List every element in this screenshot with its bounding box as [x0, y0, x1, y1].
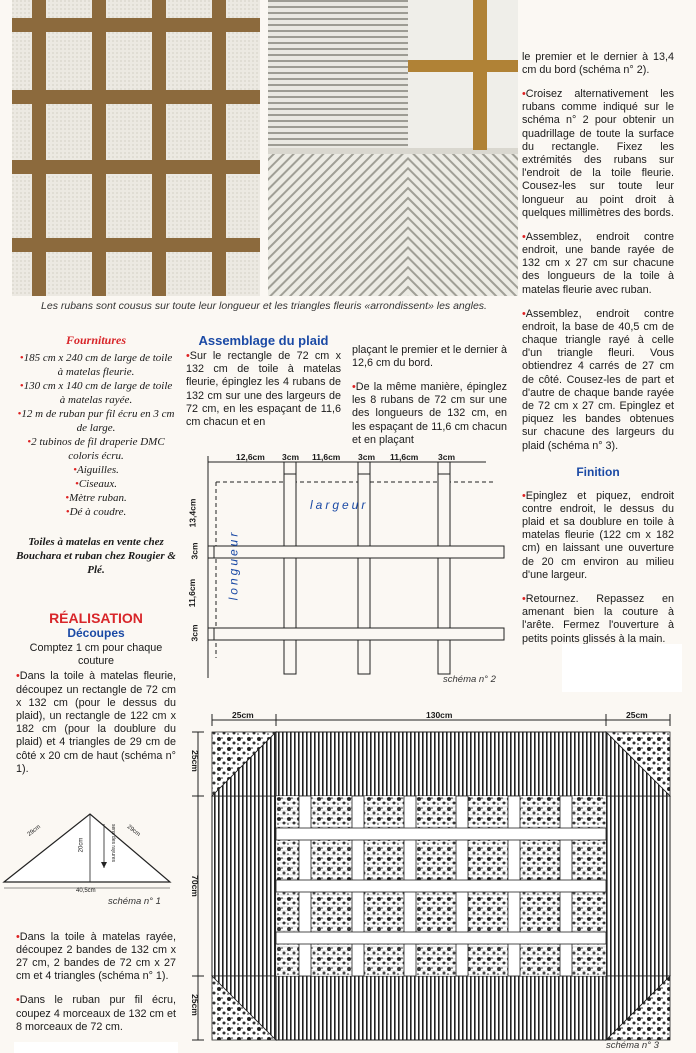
assemblage-paragraph-2: plaçant le premier et le dernier à 12,6 cm du bord. — [352, 343, 507, 369]
schema3-dim-left: 70cm — [189, 875, 200, 897]
schema2-label: schéma n° 2 — [443, 674, 496, 685]
schema2-dim-top: 3cm — [358, 452, 376, 462]
comptez-note: Comptez 1 cm pour chaque couture — [29, 642, 163, 668]
schema2-largeur: largeur — [310, 498, 369, 512]
fournitures-item: •Aiguilles. — [73, 464, 119, 476]
schema2-dim-top: 3cm — [282, 452, 300, 462]
decoupes-paragraph-3: •Dans le ruban pur fil écru, coupez 4 morceaux de 132 cm et 8 morceaux de 72 cm. — [16, 994, 176, 1033]
schema1-label: schéma n° 1 — [108, 896, 161, 907]
decoupes-paragraph-2: •Dans la toile à matelas rayée, découpez 2 bandes de 132 cm x 27 cm, 2 bandes de 72 cm x 27 cm et 4 triangles (schéma n° 1). — [16, 930, 176, 983]
right-paragraph-3: •Assemblez, endroit contre endroit, la base de 40,5 cm de chaque triangle rayé à celle d'un triangle fleuri. Vous obtiendrez 4 carrés de 27 cm de côté. Cousez-les de part et d'autre de chaque bande rayée de 72 cm x 27 cm. Epinglez et piquez les bandes obtenues sur chacune des largeurs du plaid (schéma n° 3). — [522, 307, 674, 452]
right-paragraph-1: •Croisez alternativement les rubans comme indiqué sur le schéma n° 2 pour obtenir un quadrillage de toute la surface du rectangle. Fixez les extrémités des rubans sur l'endroit de la toile fleurie. Cousez-les sur toute leur longueur au point droit à quelques millimètres des bords. — [522, 88, 674, 219]
schema1-note: sens des rayures — [110, 823, 117, 863]
toiles-note: Toiles à matelas en vente chez Bouchara et ruban chez Rougier & Plé. — [16, 536, 176, 576]
fournitures-section — [16, 333, 176, 577]
finition-paragraph-1: •Epinglez et piquez, endroit contre endroit, le dessus du plaid et sa doublure en toile à matelas fleurie (122 cm x 182 cm) en laissant une ouverture de 20 cm environ au milieu d'une largeur. — [522, 489, 674, 581]
schema2-dim-top: 12,6cm — [236, 452, 265, 462]
schema-2 — [186, 448, 516, 688]
schema-3 — [186, 706, 678, 1046]
assemblage-section — [186, 333, 341, 440]
schema3-label: schéma n° 3 — [606, 1040, 659, 1051]
fournitures-item: •185 cm x 240 cm de large de toile à matelas fleurie. — [19, 352, 173, 378]
decoupes-title: Découpes — [67, 626, 125, 640]
assemblage-paragraph-3: •De la même manière, épinglez les 8 rubans de 72 cm sur une des longueurs de 132 cm, en les espaçant de 11,6 cm chacun et en plaçant — [352, 381, 507, 446]
fournitures-item: •130 cm x 140 cm de large de toile à matelas rayée. — [19, 380, 173, 406]
fournitures-item: •2 tubinos de fil draperie DMC coloris écru. — [27, 436, 165, 462]
fournitures-item: •Mètre ruban. — [65, 492, 127, 504]
assemblage-paragraph-1: •Sur le rectangle de 72 cm x 132 cm de toile à matelas fleurie, épinglez les 4 rubans de 132 cm sur une des largeurs de 72 cm, en les espaçant de 11,6 cm chacun et en — [186, 350, 341, 429]
assemblage-column-2 — [352, 333, 507, 458]
schema2-dim-top: 11,6cm — [390, 452, 419, 462]
realisation-section — [16, 610, 176, 787]
schema2-dim-top: 11,6cm — [312, 452, 341, 462]
schema1-base: 40,5cm — [76, 888, 96, 894]
schema3-dim-top: 25cm — [626, 710, 648, 720]
right-column — [522, 40, 674, 657]
white-patch — [562, 644, 682, 692]
schema2-dim-left: 13,4cm — [187, 498, 198, 528]
realisation-title: RÉALISATION — [49, 610, 143, 626]
schema1-side-left: 29cm — [26, 824, 42, 838]
schema2-dim-left: 3cm — [189, 542, 200, 560]
fournitures-item: •Dé à coudre. — [65, 506, 127, 518]
schema-1 — [0, 808, 180, 908]
schema3-dim-top: 25cm — [232, 710, 254, 720]
photo-caption: Les rubans sont cousus sur toute leur longueur et les triangles fleuris «arrondissent» les angles. — [41, 300, 487, 312]
white-patch — [14, 1042, 178, 1053]
decoupes-paragraph-1: •Dans la toile à matelas fleurie, découpez un rectangle de 72 cm x 132 cm (pour le dessus du plaid), un rectangle de 122 cm x 182 cm (pour la doublure du plaid) et 4 triangles de 29 cm de côté x 20 cm de haut (schéma n° 1). — [16, 670, 176, 775]
schema2-dim-left: 3cm — [189, 624, 200, 642]
fournitures-item: •Ciseaux. — [74, 478, 118, 490]
fournitures-title: Fournitures — [65, 333, 127, 347]
schema3-dim-left: 25cm — [189, 994, 200, 1016]
right-paragraph-0: le premier et le dernier à 13,4 cm du bord (schéma n° 2). — [522, 50, 674, 76]
schema2-longueur: longueur — [226, 529, 241, 601]
schema1-side-right: 29cm — [125, 824, 141, 838]
photo-striped-corner — [268, 0, 518, 296]
schema2-dim-left: 11,6cm — [187, 578, 198, 608]
schema1-height: 20cm — [78, 837, 85, 853]
finition-paragraph-2: •Retournez. Repassez en amenant bien la couture à l'arête. Fermez l'ouverture à petits points glissés à la main. — [522, 592, 674, 645]
schema3-dim-top: 130cm — [426, 710, 453, 720]
photo-ribbon-grid — [12, 0, 260, 296]
schema2-dim-top: 3cm — [438, 452, 456, 462]
schema3-dim-left: 25cm — [189, 750, 200, 772]
assemblage-title: Assemblage du plaid — [198, 333, 329, 348]
finition-title: Finition — [576, 464, 620, 479]
right-paragraph-2: •Assemblez, endroit contre endroit, une bande rayée de 132 cm x 27 cm sur chacune des longueurs de la toile à matelas fleurie avec ruban. — [522, 230, 674, 296]
decoupes-paragraphs-2 — [16, 920, 176, 1045]
fournitures-item: •12 m de ruban pur fil écru en 3 cm de large. — [17, 408, 175, 434]
